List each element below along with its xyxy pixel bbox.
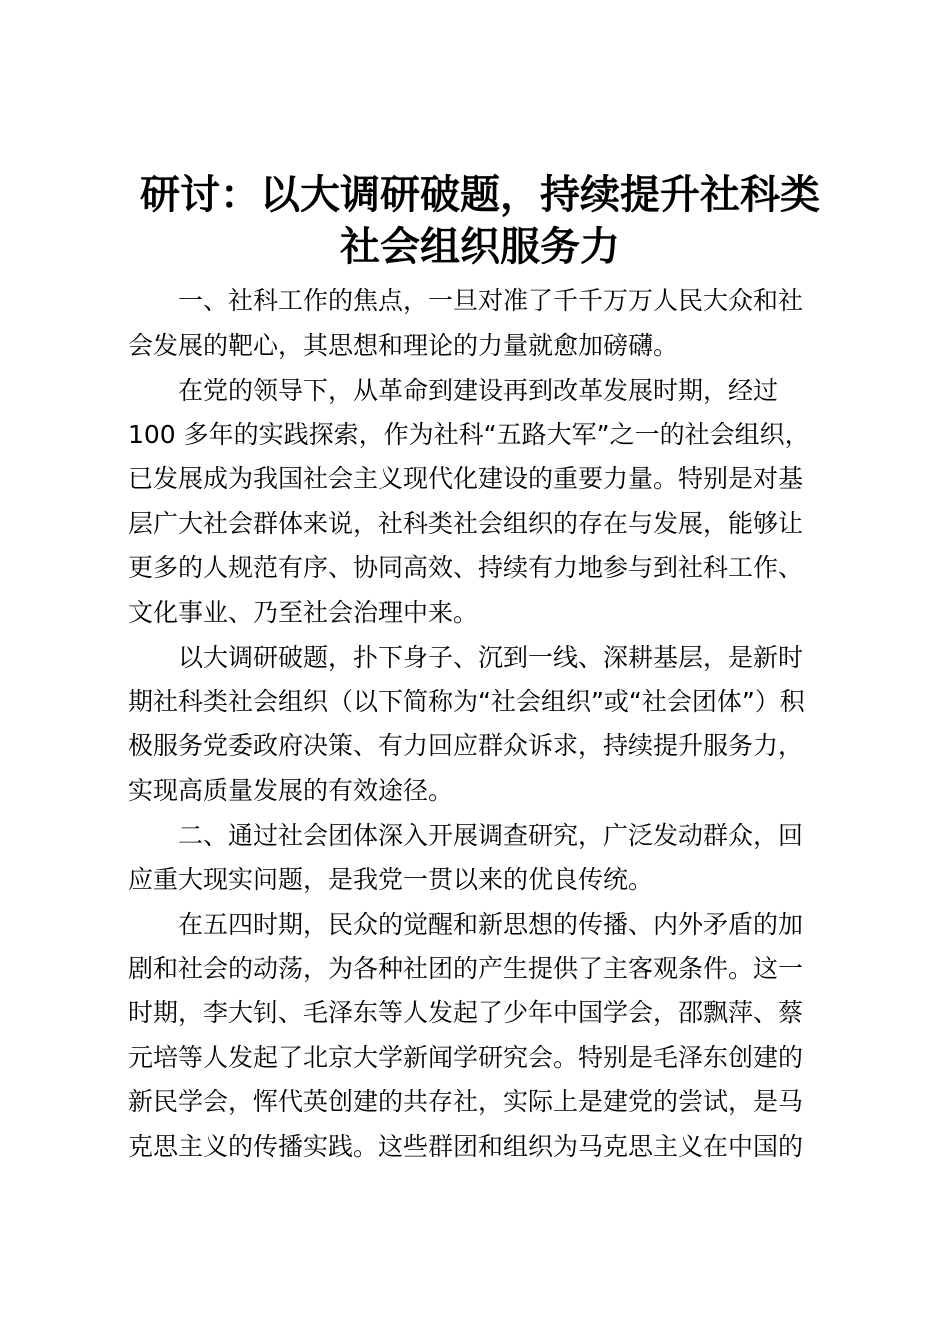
text-line-14: 应重大现实问题，是我党一贯以来的优良传统。 [128, 865, 654, 894]
text-line-3: 在党的领导下，从革命到建设再到改革发展时期，经过 [178, 376, 779, 405]
document-title-line-2: 社会组织服务力 [340, 223, 620, 270]
text-line-11: 极服务党委政府决策、有力回应群众诉求，持续提升服务力， [128, 731, 804, 760]
text-line-12: 实现高质量发展的有效途径。 [128, 776, 454, 805]
text-line-13: 二、通过社会团体深入开展调查研究，广泛发动群众，回 [178, 821, 804, 850]
text-line-10: 期社科类社会组织（以下简称为“社会组织”或“社会团体”）积 [128, 687, 805, 716]
text-line-16: 剧和社会的动荡，为各种社团的产生提供了主客观条件。这一 [128, 954, 804, 983]
text-line-19: 新民学会，恽代英创建的共存社，实际上是建党的尝试，是马 [128, 1087, 804, 1116]
text-line-5: 已发展成为我国社会主义现代化建设的重要力量。特别是对基 [128, 464, 804, 493]
text-line-4: 100 多年的实践探索，作为社科“五路大军”之一的社会组织， [128, 420, 810, 449]
text-line-6: 层广大社会群体来说，社科类社会组织的存在与发展，能够让 [128, 509, 804, 538]
text-line-7: 更多的人规范有序、协同高效、持续有力地参与到社科工作、 [128, 553, 804, 582]
text-line-18: 元培等人发起了北京大学新闻学研究会。特别是毛泽东创建的 [128, 1043, 804, 1072]
document-title-line-1: 研讨：以大调研破题，持续提升社科类 [140, 171, 820, 218]
text-line-17: 时期，李大钊、毛泽东等人发起了少年中国学会，邵飘萍、蔡 [128, 998, 804, 1027]
text-line-20: 克思主义的传播实践。这些群团和组织为马克思主义在中国的 [128, 1132, 804, 1161]
text-line-8: 文化事业、乃至社会治理中来。 [128, 598, 479, 627]
text-line-9: 以大调研破题，扑下身子、沉到一线、深耕基层，是新时 [178, 643, 804, 672]
text-line-15: 在五四时期，民众的觉醒和新思想的传播、内外矛盾的加 [178, 910, 804, 939]
text-line-2: 会发展的靶心，其思想和理论的力量就愈加磅礴。 [128, 331, 679, 360]
text-line-1: 一、社科工作的焦点，一旦对准了千千万万人民大众和社 [178, 286, 804, 315]
